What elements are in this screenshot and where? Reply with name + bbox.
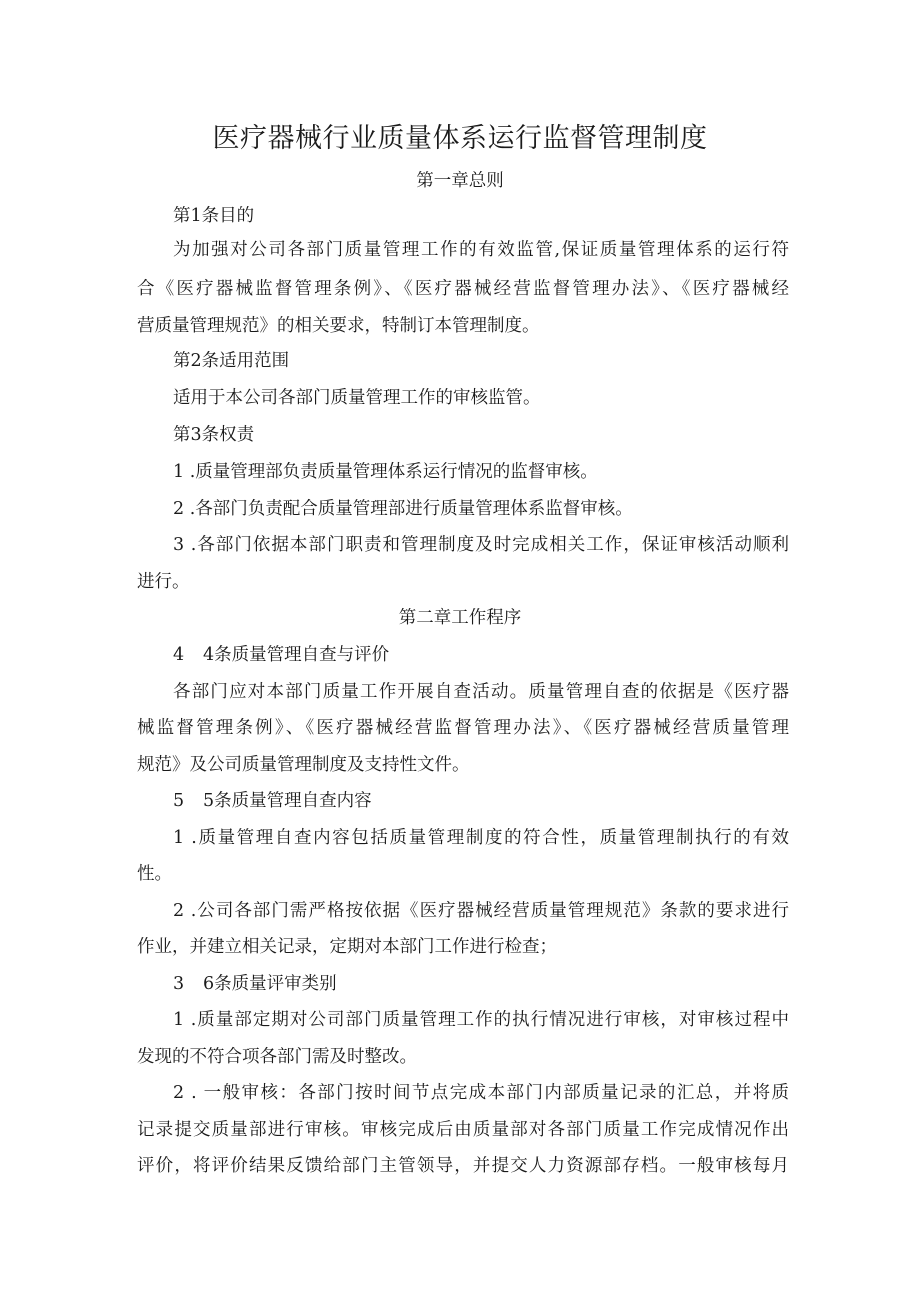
article-4-line-2: 械监督管理条例》、《医疗器械经营监督管理办法》、《医疗器械经营质量管理 <box>137 718 789 738</box>
article-1-line-1: 为加强对公司各部门质量管理工作的有效监管,保证质量管理体系的运行符 <box>173 240 789 260</box>
article-6-item-1-line-1: 1 .质量部定期对公司部门质量管理工作的执行情况进行审核，对审核过程中 <box>173 1010 789 1030</box>
article-6-number: 3 <box>173 974 185 994</box>
article-3-item-3-line-1: 3 .各部门依据本部门职责和管理制度及时完成相关工作，保证审核活动顺利 <box>173 535 789 555</box>
article-4-heading <box>173 643 789 667</box>
article-4-number: 4 <box>173 645 185 665</box>
article-3-item-2: 2 .各部门负责配合质量管理部进行质量管理体系监督审核。 <box>173 499 633 519</box>
article-1-line-3: 营质量管理规范》的相关要求，特制订本管理制度。 <box>137 316 540 336</box>
article-1-line-2: 合《医疗器械监督管理条例》、《医疗器械经营监督管理办法》、《医疗器械经 <box>137 279 789 299</box>
article-6-item-2-line-3: 评价，将评价结果反馈给部门主管领导，并提交人力资源部存档。一般审核每月 <box>137 1156 789 1176</box>
article-5-item-1-line-2: 性。 <box>137 864 172 884</box>
article-3-item-1: 1 .质量管理部负责质量管理体系运行情况的监督审核。 <box>173 462 598 482</box>
article-5-number: 5 <box>173 791 185 811</box>
article-3-item-3-line-2: 进行。 <box>137 572 190 592</box>
article-6-heading <box>173 972 789 996</box>
article-5-item-2-line-1: 2 .公司各部门需严格按依据《医疗器械经营质量管理规范》条款的要求进行 <box>173 901 789 921</box>
article-6-item-1-line-2: 发现的不符合项各部门需及时整改。 <box>137 1047 417 1067</box>
chapter-2-heading: 第二章工作程序 <box>398 608 522 628</box>
article-4-heading-text: 4条质量管理自查与评价 <box>203 645 390 665</box>
article-5-item-2-line-2: 作业，并建立相关记录，定期对本部门工作进行检查； <box>137 937 557 957</box>
article-4-line-1: 各部门应对本部门质量工作开展自查活动。质量管理自查的依据是《医疗器 <box>173 682 789 702</box>
article-1-heading: 第1条目的 <box>173 206 255 226</box>
article-5-heading-text: 5条质量管理自查内容 <box>203 791 372 811</box>
chapter-1-heading: 第一章总则 <box>416 171 504 191</box>
article-5-item-1-line-1: 1 .质量管理自查内容包括质量管理制度的符合性，质量管理制执行的有效 <box>173 828 789 848</box>
article-6-item-2-line-2: 记录提交质量部进行审核。审核完成后由质量部对各部门质量工作完成情况作出 <box>137 1120 789 1140</box>
article-6-item-2-line-1: 2 . 一般审核：各部门按时间节点完成本部门内部质量记录的汇总，并将质 <box>173 1083 789 1103</box>
article-2-heading: 第2条适用范围 <box>173 351 290 371</box>
article-6-heading-text: 6条质量评审类别 <box>203 974 337 994</box>
article-2-text: 适用于本公司各部门质量管理工作的审核监管。 <box>173 388 541 408</box>
article-4-line-3: 规范》及公司质量管理制度及支持性文件。 <box>137 755 470 775</box>
article-5-heading <box>173 789 789 813</box>
article-3-heading: 第3条权责 <box>173 425 255 445</box>
document-title: 医疗器械行业质量体系运行监督管理制度 <box>212 123 708 154</box>
